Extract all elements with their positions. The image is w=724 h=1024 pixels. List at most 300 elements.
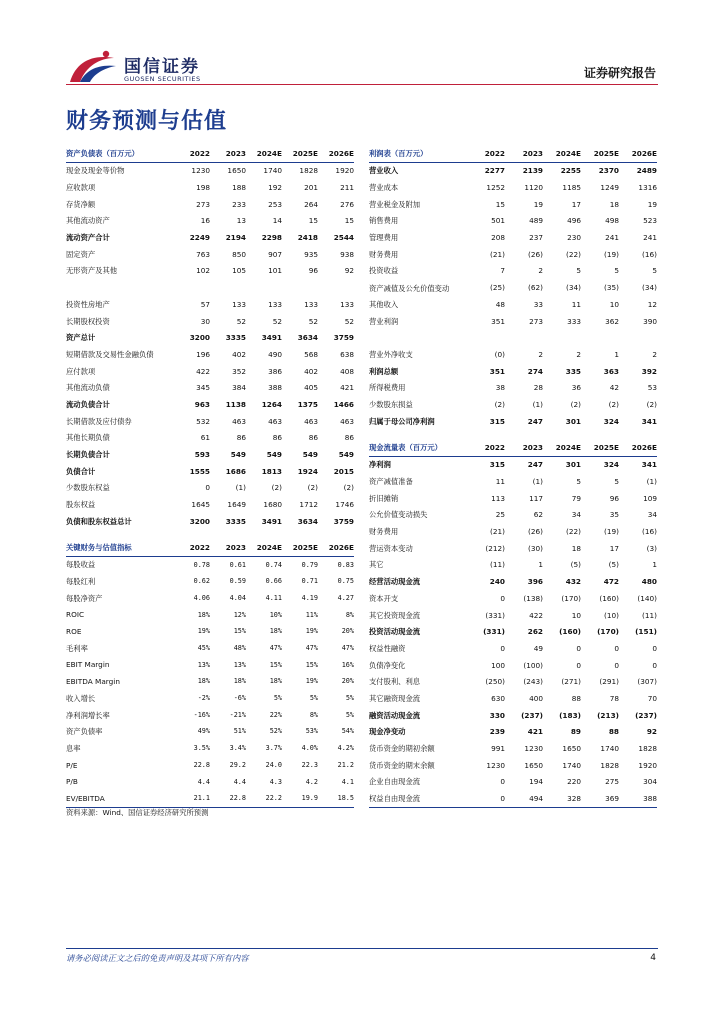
- cash-flow-table: [369, 440, 657, 808]
- table-row: [66, 707, 354, 724]
- row-value: 57: [200, 299, 210, 309]
- table-row: [66, 263, 354, 280]
- source-note: 资料来源：Wind、国信证券经济研究所预测: [66, 808, 209, 817]
- row-value: 22.3: [301, 760, 318, 769]
- row-value: 480: [641, 577, 657, 587]
- row-label: 流动资产合计: [66, 233, 110, 243]
- row-label: [66, 280, 174, 297]
- row-label: 销售费用: [369, 216, 399, 226]
- table-row: [369, 163, 657, 180]
- row-label: 长期股权投资: [66, 316, 110, 326]
- row-value: (331): [483, 627, 505, 637]
- row-value: (1): [235, 483, 246, 493]
- row-label: ROE: [66, 627, 82, 637]
- row-label: 毛利率: [66, 643, 88, 653]
- row-value: 62: [533, 510, 543, 520]
- table-row: [369, 363, 657, 380]
- row-value: 100: [491, 660, 505, 670]
- table-row: [369, 691, 657, 708]
- row-value: [467, 330, 505, 347]
- row-value: (100): [523, 660, 543, 670]
- row-value: 324: [603, 460, 619, 470]
- table-row: [369, 297, 657, 314]
- row-value: 194: [529, 777, 543, 787]
- balance-sheet-table: [66, 146, 354, 530]
- row-value: 494: [529, 794, 543, 804]
- table-header-row: [369, 440, 657, 457]
- row-value: 330: [489, 710, 505, 720]
- row-value: 328: [567, 794, 581, 804]
- year-header: 2024E: [543, 146, 581, 163]
- row-label: 营业成本: [369, 183, 399, 193]
- row-value: 34: [647, 510, 657, 520]
- row-value: 568: [304, 349, 318, 359]
- table-row: [369, 457, 657, 474]
- table-row: [369, 724, 657, 741]
- row-value: 3335: [225, 516, 246, 526]
- row-value: 4.19: [301, 593, 318, 602]
- row-value: 0.71: [301, 577, 318, 586]
- row-value: 230: [567, 233, 581, 243]
- row-value: -6%: [233, 694, 246, 703]
- row-value: 20%: [341, 627, 354, 636]
- row-value: 463: [268, 416, 282, 426]
- row-label: 归属于母公司净利润: [369, 416, 435, 426]
- row-value: 5: [614, 266, 619, 276]
- table-row: [66, 196, 354, 213]
- row-value: 301: [565, 416, 581, 426]
- row-value: 5: [652, 266, 657, 276]
- row-value: 78: [609, 693, 619, 703]
- row-value: 2139: [522, 166, 543, 176]
- row-value: (19): [604, 527, 619, 537]
- table-row: [369, 540, 657, 557]
- row-value: 0: [500, 643, 505, 653]
- row-value: 70: [647, 693, 657, 703]
- row-value: 1746: [335, 500, 354, 510]
- row-value: 113: [491, 493, 505, 503]
- row-value: 21.2: [337, 760, 354, 769]
- row-value: 33: [533, 299, 543, 309]
- row-value: 1920: [638, 760, 657, 770]
- row-label: 投资活动现金流: [369, 627, 421, 637]
- row-label: 企业自由现金流: [369, 777, 421, 787]
- row-label: 营业税金及附加: [369, 199, 421, 209]
- row-value: 15: [495, 199, 505, 209]
- row-value: 0: [205, 483, 210, 493]
- row-value: 88: [571, 693, 581, 703]
- row-value: 388: [643, 794, 657, 804]
- row-value: 198: [196, 183, 210, 193]
- table-row: [369, 230, 657, 247]
- year-header: 2026E: [318, 146, 354, 163]
- row-value: 1: [652, 560, 657, 570]
- row-value: 96: [609, 493, 619, 503]
- row-value: 1920: [335, 166, 354, 176]
- row-value: (35): [604, 283, 619, 293]
- row-label: 折旧摊销: [369, 493, 399, 503]
- row-value: 489: [529, 216, 543, 226]
- row-value: 92: [646, 727, 657, 737]
- header-divider: [66, 84, 658, 85]
- row-value: (183): [559, 710, 581, 720]
- year-header: 2025E: [282, 146, 318, 163]
- row-label: 支付股利、利息: [369, 677, 421, 687]
- row-value: 275: [605, 777, 619, 787]
- row-value: 47%: [305, 644, 318, 653]
- row-value: 5: [576, 477, 581, 487]
- row-value: 4.1: [341, 777, 354, 786]
- row-value: 3200: [189, 516, 210, 526]
- row-value: 211: [340, 183, 354, 193]
- income-statement-table: [369, 146, 657, 430]
- table-row: [66, 741, 354, 758]
- table-row: [66, 463, 354, 480]
- row-value: 19: [533, 199, 543, 209]
- row-value: 24.0: [265, 760, 282, 769]
- row-value: 79: [571, 493, 581, 503]
- row-value: 22.8: [229, 794, 246, 803]
- row-value: 3759: [333, 516, 354, 526]
- row-value: 402: [304, 366, 318, 376]
- row-value: 241: [643, 233, 657, 243]
- table-row: [369, 741, 657, 758]
- row-value: (11): [490, 560, 505, 570]
- row-value: 109: [643, 493, 657, 503]
- row-value: 10: [609, 299, 619, 309]
- row-value: 432: [565, 577, 581, 587]
- year-header: 2022: [174, 146, 210, 163]
- row-value: 15: [308, 216, 318, 226]
- row-value: (213): [597, 710, 619, 720]
- row-value: (26): [528, 249, 543, 259]
- logo-chinese-name: 国信证券: [124, 57, 200, 77]
- row-value: 907: [268, 249, 282, 259]
- row-value: (5): [608, 560, 619, 570]
- row-value: 196: [196, 349, 210, 359]
- row-value: 422: [196, 366, 210, 376]
- row-value: 1813: [261, 466, 282, 476]
- row-label: 存货净额: [66, 199, 96, 209]
- row-value: (271): [561, 677, 581, 687]
- table-row: [66, 724, 354, 741]
- table-row: [369, 624, 657, 641]
- row-value: 52: [272, 316, 282, 326]
- row-value: 1740: [562, 760, 581, 770]
- table-row: [66, 674, 354, 691]
- row-value: 1185: [562, 183, 581, 193]
- row-label: 息率: [66, 743, 81, 753]
- row-label: 无形资产及其他: [66, 266, 118, 276]
- row-label: 其它投资现金流: [369, 610, 421, 620]
- row-value: 0.66: [265, 577, 282, 586]
- row-value: 1828: [600, 760, 619, 770]
- row-value: 22.8: [193, 760, 210, 769]
- row-value: 19%: [197, 627, 210, 636]
- row-value: 47%: [269, 644, 282, 653]
- row-value: (138): [523, 593, 543, 603]
- row-value: 1645: [191, 500, 210, 510]
- row-value: 4.2: [305, 777, 318, 786]
- row-value: 86: [308, 433, 318, 443]
- row-value: 4.3: [269, 777, 282, 786]
- row-value: (160): [559, 627, 581, 637]
- table-row: [369, 641, 657, 658]
- row-value: (26): [528, 527, 543, 537]
- table-row: [66, 380, 354, 397]
- row-label: 投资性房地产: [66, 299, 110, 309]
- row-value: 15%: [269, 660, 282, 669]
- row-value: 352: [232, 366, 246, 376]
- row-label: 财务费用: [369, 249, 399, 259]
- row-value: 549: [302, 450, 318, 460]
- row-value: (307): [637, 677, 657, 687]
- row-label: EBITDA Margin: [66, 677, 120, 687]
- row-value: 274: [527, 366, 543, 376]
- row-value: 384: [232, 383, 246, 393]
- table-row: [66, 363, 354, 380]
- row-value: 3491: [261, 333, 282, 343]
- row-label: [369, 330, 467, 347]
- row-value: 208: [491, 233, 505, 243]
- year-header: 2026E: [619, 440, 657, 457]
- table-row: [369, 791, 657, 808]
- row-value: 1466: [333, 399, 354, 409]
- row-value: 1252: [486, 183, 505, 193]
- row-value: (1): [532, 477, 543, 487]
- row-value: (2): [608, 399, 619, 409]
- row-value: 8%: [345, 610, 354, 619]
- year-header: 2023: [505, 440, 543, 457]
- table-row: [369, 524, 657, 541]
- row-value: 638: [340, 349, 354, 359]
- row-value: 117: [529, 493, 543, 503]
- row-label: 收入增长: [66, 693, 96, 703]
- row-value: (11): [642, 610, 657, 620]
- row-value: 341: [641, 460, 657, 470]
- row-label: 权益自由现金流: [369, 794, 421, 804]
- row-value: 1712: [299, 500, 318, 510]
- row-value: 1740: [263, 166, 282, 176]
- year-header: 2026E: [318, 540, 354, 557]
- table-row: [369, 413, 657, 430]
- row-value: (21): [490, 527, 505, 537]
- row-label: EV/EBITDA: [66, 793, 105, 803]
- row-value: 1650: [562, 744, 581, 754]
- row-label: 固定资产: [66, 249, 96, 259]
- row-value: 421: [340, 383, 354, 393]
- row-value: 2298: [261, 233, 282, 243]
- row-value: [581, 330, 619, 347]
- row-value: 5%: [309, 694, 318, 703]
- table-row: [369, 674, 657, 691]
- row-value: 963: [194, 399, 210, 409]
- row-value: 12: [647, 299, 657, 309]
- row-label: 净利润: [369, 460, 391, 470]
- row-value: 53: [647, 383, 657, 393]
- row-value: 463: [304, 416, 318, 426]
- row-value: 273: [196, 199, 210, 209]
- row-label: 长期负债合计: [66, 450, 110, 460]
- table-header-row: [66, 146, 354, 163]
- row-value: 89: [570, 727, 581, 737]
- table-row: [66, 163, 354, 180]
- row-value: 408: [340, 366, 354, 376]
- row-value: 390: [643, 316, 657, 326]
- table-title: 关键财务与估值指标: [66, 540, 174, 557]
- row-value: 133: [340, 299, 354, 309]
- row-value: 0: [500, 777, 505, 787]
- row-value: [210, 280, 246, 297]
- row-value: 5%: [345, 710, 354, 719]
- row-value: 1375: [297, 399, 318, 409]
- row-value: 0.74: [265, 560, 282, 569]
- row-value: 532: [196, 416, 210, 426]
- row-value: 42: [609, 383, 619, 393]
- row-value: 4.2%: [337, 744, 354, 753]
- table-row: [66, 246, 354, 263]
- row-value: (151): [635, 627, 657, 637]
- row-value: 304: [643, 777, 657, 787]
- row-value: 47%: [341, 644, 354, 653]
- row-value: 396: [527, 577, 543, 587]
- table-title: 现金流量表（百万元）: [369, 440, 467, 457]
- row-value: 21.1: [193, 794, 210, 803]
- row-label: 投资收益: [369, 266, 399, 276]
- row-value: 938: [340, 249, 354, 259]
- year-header: 2023: [210, 540, 246, 557]
- table-row: [369, 347, 657, 364]
- row-value: 18%: [269, 627, 282, 636]
- row-value: 30: [200, 316, 210, 326]
- row-label: 每股净资产: [66, 593, 103, 603]
- logo-english-name: GUOSEN SECURITIES: [124, 75, 201, 83]
- row-label: ROIC: [66, 610, 85, 620]
- row-value: 498: [605, 216, 619, 226]
- row-value: 16%: [341, 660, 354, 669]
- row-value: 386: [268, 366, 282, 376]
- year-header: 2024E: [246, 540, 282, 557]
- row-value: 341: [641, 416, 657, 426]
- footer-disclaimer: 请务必阅读正文之后的免责声明及其项下所有内容: [66, 953, 249, 963]
- row-value: (250): [485, 677, 505, 687]
- row-value: 88: [608, 727, 619, 737]
- row-value: 92: [344, 266, 354, 276]
- row-label: 其他长期负债: [66, 433, 110, 443]
- row-value: 45%: [197, 644, 210, 653]
- row-value: 18%: [197, 677, 210, 686]
- row-value: 48%: [233, 644, 246, 653]
- row-label: 每股红利: [66, 577, 96, 587]
- row-value: 34: [571, 510, 581, 520]
- row-value: 324: [603, 416, 619, 426]
- row-label: 其他流动负债: [66, 383, 110, 393]
- table-title: 利润表（百万元）: [369, 146, 467, 163]
- table-row: [369, 591, 657, 608]
- row-value: 472: [603, 577, 619, 587]
- row-value: 36: [571, 383, 581, 393]
- year-header: 2022: [467, 146, 505, 163]
- table-row: [66, 590, 354, 607]
- row-value: 16: [200, 216, 210, 226]
- table-row: [66, 624, 354, 641]
- row-value: (16): [642, 249, 657, 259]
- row-label: 负债净变化: [369, 660, 406, 670]
- row-value: 0: [576, 660, 581, 670]
- row-value: 1924: [297, 466, 318, 476]
- row-value: (0): [494, 349, 505, 359]
- table-row: [369, 263, 657, 280]
- row-value: 0.62: [193, 577, 210, 586]
- row-value: 53%: [305, 727, 318, 736]
- row-value: 333: [567, 316, 581, 326]
- row-value: 501: [491, 216, 505, 226]
- row-value: 18%: [269, 677, 282, 686]
- row-value: [174, 280, 210, 297]
- row-value: 18: [571, 543, 581, 553]
- key-indicators-table: [66, 540, 354, 808]
- row-value: 0: [500, 593, 505, 603]
- row-value: 345: [196, 383, 210, 393]
- row-value: (331): [485, 610, 505, 620]
- row-value: 49%: [197, 727, 210, 736]
- report-type-label: 证券研究报告: [583, 66, 656, 80]
- row-value: 4.04: [229, 593, 246, 602]
- row-value: 0: [652, 643, 657, 653]
- row-value: 1230: [524, 744, 543, 754]
- row-value: 28: [533, 383, 543, 393]
- table-row: [66, 691, 354, 708]
- row-value: 0: [576, 643, 581, 653]
- row-value: 7: [500, 266, 505, 276]
- row-value: 351: [491, 316, 505, 326]
- row-value: 105: [232, 266, 246, 276]
- row-value: 13: [236, 216, 246, 226]
- row-value: 2: [538, 349, 543, 359]
- row-value: 2: [576, 349, 581, 359]
- table-row: [369, 246, 657, 263]
- row-value: 490: [268, 349, 282, 359]
- row-label: 财务费用: [369, 527, 399, 537]
- row-value: 19%: [305, 677, 318, 686]
- row-value: 549: [338, 450, 354, 460]
- row-label: 负债和股东权益总计: [66, 516, 132, 526]
- row-value: 2194: [225, 233, 246, 243]
- row-value: 240: [489, 577, 505, 587]
- table-row: [369, 657, 657, 674]
- row-value: 2: [538, 266, 543, 276]
- row-label: 资本开支: [369, 593, 399, 603]
- row-value: 38: [495, 383, 505, 393]
- row-value: 18%: [233, 677, 246, 686]
- row-value: (140): [637, 593, 657, 603]
- row-label: 资产减值准备: [369, 477, 413, 487]
- row-value: 13%: [197, 660, 210, 669]
- row-value: 15: [344, 216, 354, 226]
- row-value: 301: [565, 460, 581, 470]
- row-value: 463: [340, 416, 354, 426]
- row-value: 1680: [263, 500, 282, 510]
- row-label: 营业利润: [369, 316, 399, 326]
- row-value: [318, 280, 354, 297]
- row-value: 14: [272, 216, 282, 226]
- year-header: 2024E: [543, 440, 581, 457]
- row-value: 1740: [600, 744, 619, 754]
- table-row: [66, 397, 354, 414]
- row-value: 15%: [305, 660, 318, 669]
- row-value: 0: [652, 660, 657, 670]
- row-value: (30): [528, 543, 543, 553]
